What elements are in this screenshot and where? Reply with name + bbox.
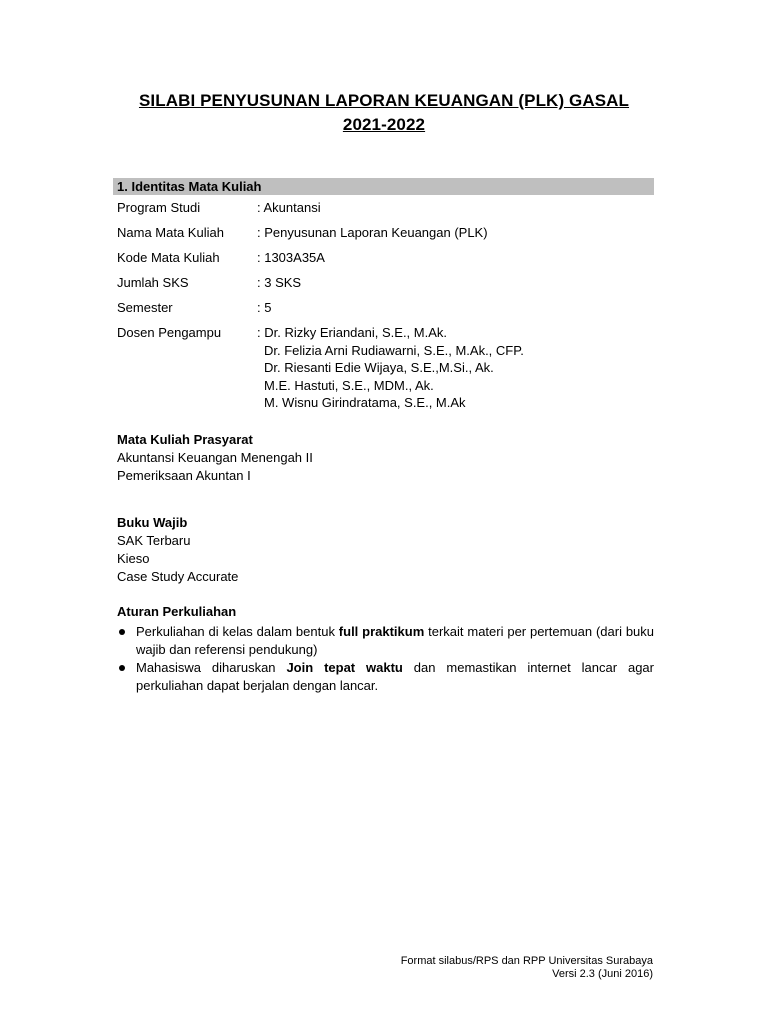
footer-line: Versi 2.3 (Juni 2016) — [552, 968, 653, 980]
document-title-line2: 2021-2022 — [342, 115, 426, 134]
info-label: Jumlah SKS — [117, 275, 189, 290]
info-label: Program Studi — [117, 200, 201, 215]
document-title-line1: SILABI PENYUSUNAN LAPORAN KEUANGAN (PLK) GASAL — [138, 91, 630, 110]
lecturer-list — [257, 324, 524, 412]
rule-text: terkait materi per pertemuan (dari buku wajib dan referensi pendukung) — [136, 624, 655, 657]
info-label: Kode Mata Kuliah — [117, 250, 220, 265]
page-footer — [401, 955, 653, 981]
rules-list — [117, 623, 654, 695]
prerequisite-item: Pemeriksaan Akuntan I — [117, 468, 251, 483]
books-section — [117, 514, 238, 586]
rules-heading: Aturan Perkuliahan — [117, 604, 237, 619]
book-item: Case Study Accurate — [117, 569, 239, 584]
info-label: Nama Mata Kuliah — [117, 225, 224, 240]
info-value: : 5 — [257, 300, 272, 315]
rule-emphasis: full praktikum — [338, 624, 425, 639]
lecturer-name: Dr. Riesanti Edie Wijaya, S.E.,M.Si., Ak. — [264, 360, 494, 375]
rule-text: Perkuliahan di kelas dalam bentuk — [136, 624, 339, 639]
rules-section — [117, 603, 654, 695]
rule-emphasis: Join tepat waktu — [286, 660, 403, 675]
section-heading-identity: 1. Identitas Mata Kuliah — [113, 178, 654, 195]
lecturer-name: M. Wisnu Girindratama, S.E., M.Ak — [264, 395, 466, 410]
info-label: Semester — [117, 300, 173, 315]
lecturer-name: : Dr. Rizky Eriandani, S.E., M.Ak. — [257, 325, 447, 340]
bullet-icon — [119, 629, 125, 635]
info-value: : Akuntansi — [257, 200, 321, 215]
rule-item — [117, 659, 654, 695]
rule-text: dan memastikan internet lancar agar perkuliahan dapat berjalan dengan lancar. — [136, 660, 654, 693]
lecturer-name: M.E. Hastuti, S.E., MDM., Ak. — [264, 377, 434, 393]
info-value: : Penyusunan Laporan Keuangan (PLK) — [257, 225, 488, 240]
prerequisite-item: Akuntansi Keuangan Menengah II — [117, 450, 313, 465]
info-label: Dosen Pengampu — [117, 325, 222, 340]
bullet-icon — [119, 665, 125, 671]
rule-item — [117, 623, 654, 659]
rule-text: Mahasiswa diharuskan — [136, 660, 287, 675]
prerequisites-heading: Mata Kuliah Prasyarat — [117, 432, 253, 447]
prerequisites-section — [117, 431, 313, 485]
footer-line: Format silabus/RPS dan RPP Universitas Surabaya — [400, 955, 653, 967]
lecturer-name: Dr. Felizia Arni Rudiawarni, S.E., M.Ak., CFP. — [264, 342, 524, 358]
book-item: Kieso — [117, 551, 150, 566]
info-value: : 1303A35A — [257, 250, 325, 265]
books-heading: Buku Wajib — [117, 515, 188, 530]
info-value: : 3 SKS — [257, 275, 302, 290]
book-item: SAK Terbaru — [117, 533, 191, 548]
